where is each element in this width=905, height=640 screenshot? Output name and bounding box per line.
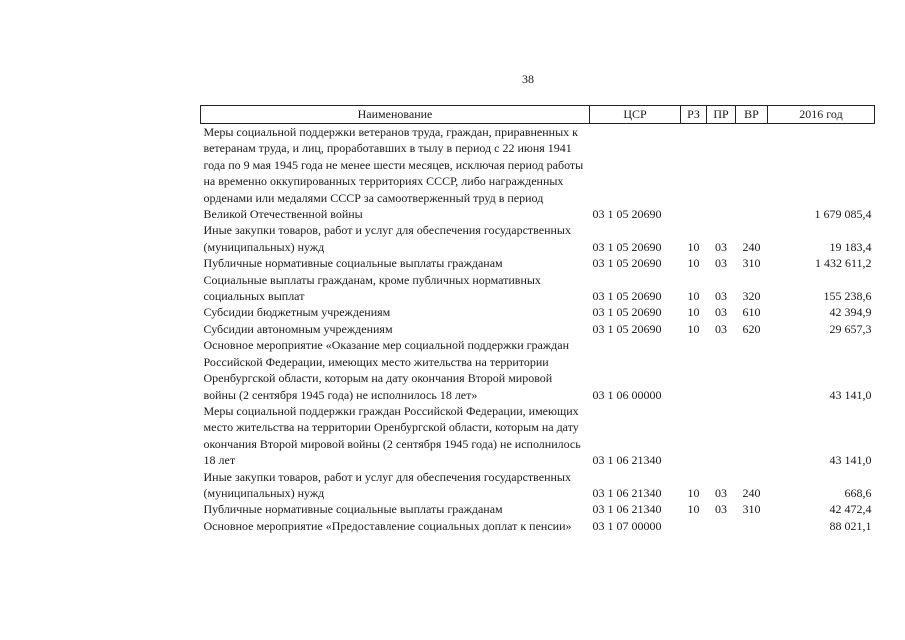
row-rz: 10 (687, 305, 700, 320)
row-name: Основное мероприятие «Предоставление социальных доплат к пенсии» (203, 518, 572, 533)
row-name: Основное мероприятие «Оказание мер социальной поддержки граждан Российской Федерации, имеющих место жительства на территории Оренбургской области, которым на дату окончания Второй мировой войны (2 сентября 1945 года) не исполнилось 18 лет» (203, 338, 570, 402)
row-amount: 1 432 611,2 (814, 256, 872, 271)
row-pr: 03 (715, 485, 727, 500)
row-pr: 03 (715, 502, 727, 517)
row-pr: 03 (715, 305, 727, 320)
page-number: 38 (522, 72, 534, 86)
row-rz: 10 (687, 502, 700, 517)
row-rz (681, 518, 707, 534)
row-vr (736, 337, 768, 403)
row-pr: 03 (715, 256, 727, 271)
row-csr: 03 1 06 00000 (592, 387, 662, 402)
table-row (201, 501, 875, 517)
table-row (201, 403, 875, 469)
table-body (201, 124, 875, 535)
row-vr: 310 (742, 502, 761, 517)
row-name: Иные закупки товаров, работ и услуг для обеспечения государственных (муниципальных) нужд (203, 223, 571, 254)
row-rz: 10 (687, 321, 700, 336)
row-csr: 03 1 07 00000 (592, 518, 662, 533)
row-pr: 03 (715, 321, 727, 336)
table-row (201, 321, 875, 337)
row-csr: 03 1 05 20690 (592, 207, 662, 222)
row-amount: 19 183,4 (829, 239, 872, 254)
row-vr: 620 (742, 321, 761, 336)
row-amount: 42 394,9 (829, 305, 872, 320)
row-amount: 29 657,3 (829, 321, 872, 336)
row-vr: 240 (742, 239, 761, 254)
row-csr: 03 1 05 20690 (592, 305, 662, 320)
row-name: Иные закупки товаров, работ и услуг для обеспечения государственных (муниципальных) нужд (203, 469, 571, 500)
row-vr: 240 (742, 485, 761, 500)
row-csr: 03 1 06 21340 (592, 485, 662, 500)
header-name: Наименование (201, 106, 590, 124)
header-rz: РЗ (681, 106, 707, 124)
row-rz: 10 (687, 256, 700, 271)
row-rz (681, 403, 707, 469)
row-amount: 88 021,1 (829, 518, 872, 533)
table-header-row (201, 106, 875, 124)
table-row (201, 337, 875, 403)
row-amount: 668,6 (844, 485, 872, 500)
table-row (201, 222, 875, 255)
row-rz: 10 (687, 289, 700, 304)
table-row (201, 304, 875, 320)
row-csr: 03 1 05 20690 (592, 256, 662, 271)
table-row (201, 469, 875, 502)
row-rz (681, 124, 707, 223)
row-csr: 03 1 06 21340 (592, 502, 662, 517)
table-row (201, 255, 875, 271)
row-vr: 610 (742, 305, 761, 320)
row-name: Меры социальной поддержки граждан Российской Федерации, имеющих место жительства на территории Оренбургской области, которым на дату окончания Второй мировой войны (2 сентября 1945 года) не исполнилось 18 лет (203, 403, 581, 468)
row-name: Публичные нормативные социальные выплаты гражданам (203, 256, 503, 271)
header-amount: 2016 год (768, 106, 875, 124)
table-row (201, 518, 875, 534)
row-amount: 1 679 085,4 (814, 207, 872, 222)
row-amount: 43 141,0 (829, 453, 872, 468)
row-vr: 310 (742, 256, 761, 271)
row-vr (736, 124, 768, 223)
row-name: Социальные выплаты гражданам, кроме публичных нормативных социальных выплат (203, 272, 541, 304)
row-pr (707, 403, 736, 469)
row-amount: 42 472,4 (829, 502, 872, 517)
table-row (201, 124, 875, 223)
budget-table (200, 105, 875, 534)
row-name: Публичные нормативные социальные выплаты гражданам (203, 502, 503, 517)
table-row (201, 272, 875, 305)
row-csr: 03 1 05 20690 (592, 289, 662, 304)
row-pr (707, 518, 736, 534)
row-name: Субсидии автономным учреждениям (203, 321, 393, 336)
row-name: Меры социальной поддержки ветеранов труда, граждан, приравненных к ветеранам труда, и лиц, проработавших в тылу в период с 22 июня 1941 года по 9 мая 1945 года не менее шести месяцев, исключая период работы на временно оккупированных территориях СССР, либо награжденных орденами или медалями СССР за самоотверженный труд в период Великой Отечественной войны (203, 125, 584, 222)
row-vr (736, 403, 768, 469)
row-csr: 03 1 05 20690 (592, 239, 662, 254)
row-pr: 03 (715, 239, 727, 254)
row-amount: 43 141,0 (829, 387, 872, 402)
row-csr: 03 1 05 20690 (592, 321, 662, 336)
row-pr (707, 337, 736, 403)
row-csr: 03 1 06 21340 (592, 453, 662, 468)
row-pr: 03 (715, 289, 727, 304)
row-amount: 155 238,6 (823, 289, 872, 304)
row-name: Субсидии бюджетным учреждениям (203, 305, 391, 320)
row-rz (681, 337, 707, 403)
row-rz: 10 (687, 239, 700, 254)
header-pr: ПР (707, 106, 736, 124)
row-rz: 10 (687, 485, 700, 500)
header-csr: ЦСР (590, 106, 681, 124)
row-vr: 320 (742, 289, 761, 304)
header-vr: ВР (736, 106, 768, 124)
row-pr (707, 124, 736, 223)
row-vr (736, 518, 768, 534)
